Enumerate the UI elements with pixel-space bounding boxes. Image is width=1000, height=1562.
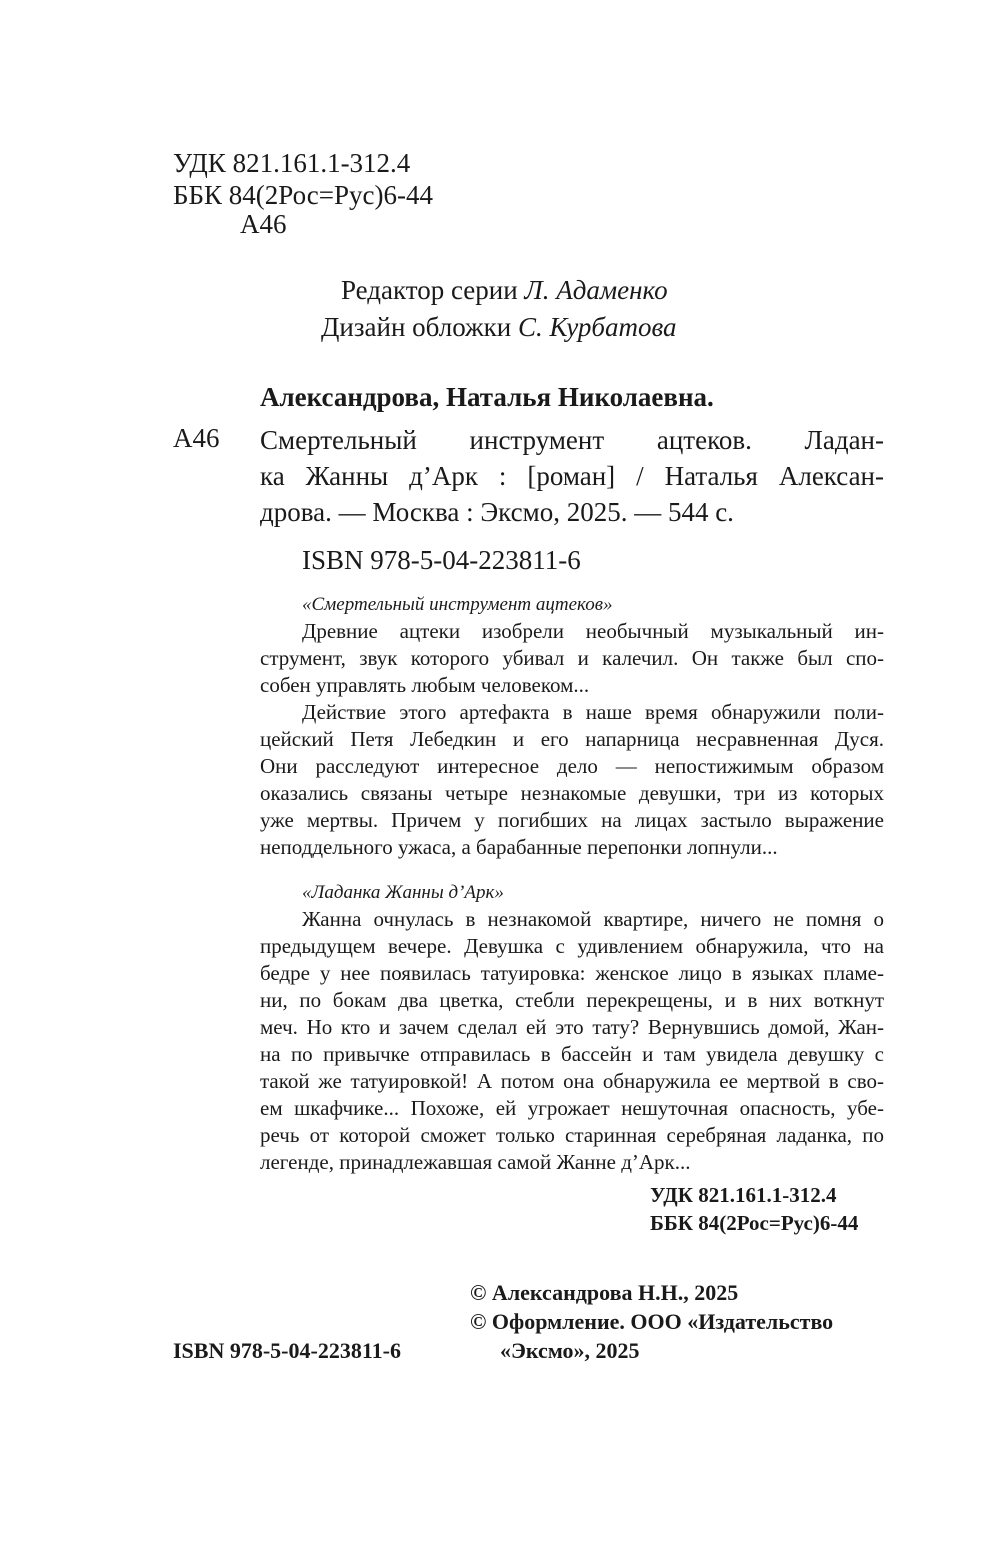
annotation-first-novel xyxy=(260,591,884,861)
annotation-line: неподдельного ужаса, а барабанные перепонки лопнули... xyxy=(260,835,778,859)
annotation-line: Они расследуют интересное дело — непостижимым образом xyxy=(260,754,884,778)
isbn-bottom: ISBN 978-5-04-223811-6 xyxy=(173,1338,401,1363)
author-mark-top: А46 xyxy=(240,209,287,239)
annotation-title: «Смертельный инструмент ацтеков» xyxy=(302,594,613,615)
annotation-line: уже мертвы. Причем у погибших на лицах застыло выражение xyxy=(260,808,884,832)
annotation-line: Действие этого артефакта в наше время обнаружили поли- xyxy=(302,700,884,724)
annotation-line: Древние ацтеки изобрели необычный музыкальный ин- xyxy=(302,619,884,643)
copyright-author: © Александрова Н.Н., 2025 xyxy=(470,1280,739,1305)
annotation-line: собен управлять любым человеком... xyxy=(260,673,590,697)
cover-design-credit xyxy=(321,312,677,343)
record-title-block xyxy=(260,422,884,530)
annotation-line: легенде, принадлежавшая самой Жанне д’Арк... xyxy=(260,1150,691,1174)
annotation-line: струмент, звук которого убивал и калечил. Он также был спо- xyxy=(260,646,884,670)
annotation-title: «Ладанка Жанны д’Арк» xyxy=(302,882,504,903)
series-editor-name: Л. Адаменко xyxy=(524,275,668,305)
annotation-line: Жанна очнулась в незнакомой квартире, ничего не помня о xyxy=(302,907,884,931)
annotation-line: бедре у нее появилась татуировка: женское лицо в языках пламе- xyxy=(260,961,884,985)
record-title-line: ка Жанны д’Арк : [роман] / Наталья Алексан- xyxy=(260,461,884,491)
annotation-line: речь от которой сможет только старинная серебряная ладанка, по xyxy=(260,1123,884,1147)
udk-code-top: УДК 821.161.1-312.4 xyxy=(173,148,411,178)
record-author-mark: А46 xyxy=(173,423,220,453)
record-title-line: дрова. — Москва : Эксмо, 2025. — 544 с. xyxy=(260,497,734,527)
series-editor-credit xyxy=(341,275,668,306)
annotation-line: меч. Но кто и зачем сделал ей это тату? Вернувшись домой, Жан- xyxy=(260,1015,884,1039)
udk-code-bottom: УДК 821.161.1-312.4 xyxy=(650,1183,837,1207)
record-isbn: ISBN 978-5-04-223811-6 xyxy=(302,545,581,575)
copyright-publisher: «Эксмо», 2025 xyxy=(500,1338,640,1363)
annotation-line: на по привычке отправилась в бассейн и там увидела девушку с xyxy=(260,1042,884,1066)
record-title-line: Смертельный инструмент ацтеков. Ладан- xyxy=(260,425,884,455)
annotation-line: такой же татуировкой! А потом она обнаружила ее мертвой в сво- xyxy=(260,1069,884,1093)
annotation-line: предыдущем вечере. Девушка с удивлением обнаружила, что на xyxy=(260,934,884,958)
annotation-line: цейский Петя Лебедкин и его напарница несравненная Дуся. xyxy=(260,727,884,751)
bbk-code-top: ББК 84(2Рос=Рус)6-44 xyxy=(173,180,433,210)
record-author: Александрова, Наталья Николаевна. xyxy=(260,382,714,412)
annotation-line: ни, по бокам два цветка, стебли перекрещены, и в них воткнут xyxy=(260,988,884,1012)
series-editor-label: Редактор серии xyxy=(341,275,525,305)
annotation-line: оказались связаны четыре незнакомые девушки, три из которых xyxy=(260,781,884,805)
copyright-design: © Оформление. ООО «Издательство xyxy=(470,1309,834,1334)
bbk-code-bottom: ББК 84(2Рос=Рус)6-44 xyxy=(650,1211,859,1235)
annotation-line: ем шкафчике... Похоже, ей угрожает нешуточная опасность, убе- xyxy=(260,1096,884,1120)
annotation-second-novel xyxy=(260,879,884,1176)
cover-design-name: С. Курбатова xyxy=(518,312,677,342)
cover-design-label: Дизайн обложки xyxy=(321,312,519,342)
